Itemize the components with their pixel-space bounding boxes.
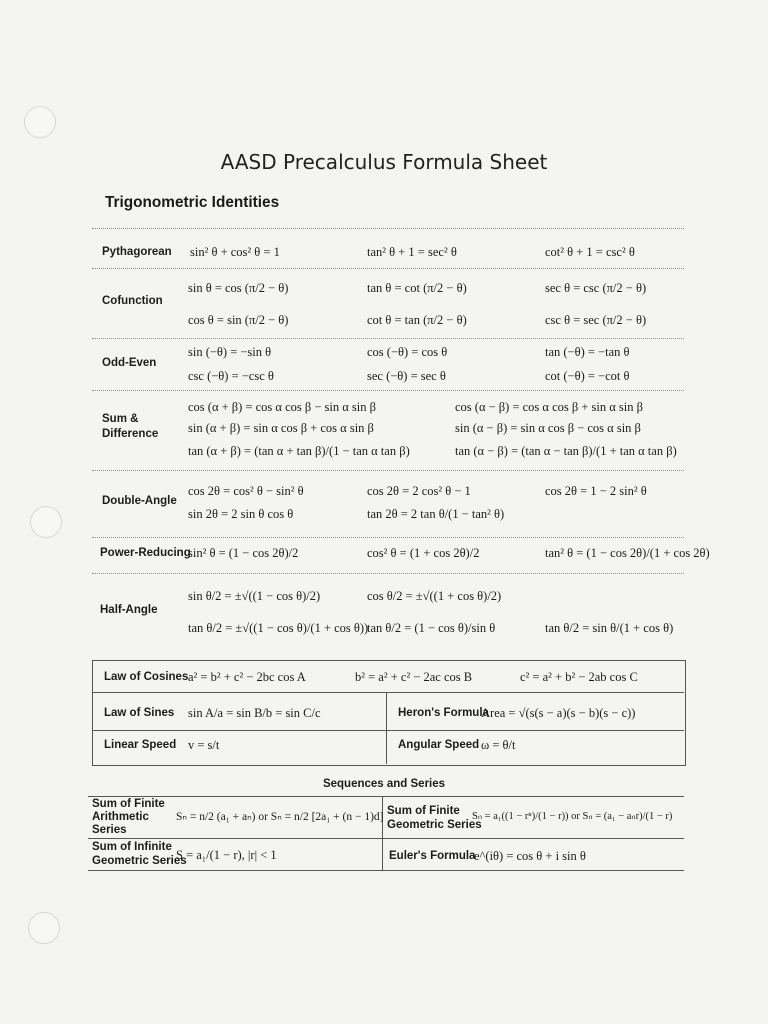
inf-label-1: Sum of Infinite — [92, 841, 172, 853]
half-1: sin θ/2 = ±√((1 − cos θ)/2) — [188, 589, 321, 603]
sum-diff-2: cos (α − β) = cos α cos β + sin α sin β — [455, 400, 643, 414]
cofunction-4: cos θ = sin (π/2 − θ) — [188, 313, 289, 327]
arith-label-3: Series — [92, 824, 127, 836]
sum-diff-5: tan (α + β) = (tan α + tan β)/(1 − tan α tan β) — [188, 444, 410, 458]
double-3: cos 2θ = 1 − 2 sin² θ — [545, 484, 647, 498]
odd-even-2: cos (−θ) = cos θ — [367, 345, 448, 359]
cofunction-1: sin θ = cos (π/2 − θ) — [188, 281, 289, 295]
herons-formula: Area = √(s(s − a)(s − b)(s − c)) — [481, 706, 636, 720]
section-title: Trigonometric Identities — [105, 194, 280, 211]
sum-diff-4: sin (α − β) = sin α cos β − cos α sin β — [455, 421, 641, 435]
row-label-cofunction: Cofunction — [102, 295, 163, 307]
linear-speed-label: Linear Speed — [104, 739, 177, 751]
half-4: tan θ/2 = (1 − cos θ)/sin θ — [367, 621, 496, 635]
law-of-sines-label: Law of Sines — [104, 707, 175, 719]
herons-formula-label: Heron's Formula — [398, 707, 489, 719]
angular-speed-label: Angular Speed — [398, 739, 480, 751]
infinite-series-formula: S = a₁/(1 − r), |r| < 1 — [176, 848, 277, 862]
half-2: cos θ/2 = ±√((1 + cos θ)/2) — [367, 589, 502, 603]
row-label-pythagorean: Pythagorean — [102, 246, 172, 258]
cofunction-5: cot θ = tan (π/2 − θ) — [367, 313, 467, 327]
pythagorean-1: sin² θ + cos² θ = 1 — [190, 245, 280, 259]
power-3: tan² θ = (1 − cos 2θ)/(1 + cos 2θ) — [545, 546, 710, 560]
sum-diff-1: cos (α + β) = cos α cos β − sin α sin β — [188, 400, 376, 414]
arith-label-1: Sum of Finite — [92, 798, 165, 810]
geometric-series-formula: Sₙ = a₁((1 − rⁿ)/(1 − r)) or Sₙ = (a₁ − aₙr)/(1 − r) — [472, 811, 673, 822]
odd-even-6: cot (−θ) = −cot θ — [545, 369, 630, 383]
double-2: cos 2θ = 2 cos² θ − 1 — [367, 484, 471, 498]
law-of-cosines-1: a² = b² + c² − 2bc cos A — [188, 670, 306, 684]
odd-even-3: tan (−θ) = −tan θ — [545, 345, 630, 359]
row-label-half-angle: Half-Angle — [100, 604, 158, 616]
arithmetic-series-formula: Sₙ = n/2 (a₁ + aₙ) or Sₙ = n/2 [2a₁ + (n − 1)d] — [176, 811, 384, 823]
double-1: cos 2θ = cos² θ − sin² θ — [188, 484, 304, 498]
row-label-difference: Difference — [102, 428, 159, 440]
row-label-double-angle: Double-Angle — [102, 495, 177, 507]
cofunction-2: tan θ = cot (π/2 − θ) — [367, 281, 467, 295]
cofunction-6: csc θ = sec (π/2 − θ) — [545, 313, 647, 327]
linear-speed: v = s/t — [188, 738, 220, 752]
binder-hole-middle — [30, 506, 62, 538]
eulers-formula-label: Euler's Formula — [389, 850, 476, 862]
page-title: AASD Precalculus Formula Sheet — [220, 150, 548, 174]
odd-even-4: csc (−θ) = −csc θ — [188, 369, 274, 383]
pythagorean-3: cot² θ + 1 = csc² θ — [545, 245, 635, 259]
sum-diff-6: tan (α − β) = (tan α − tan β)/(1 + tan α tan β) — [455, 444, 677, 458]
row-label-power-reducing: Power-Reducing — [100, 547, 191, 559]
cofunction-3: sec θ = csc (π/2 − θ) — [545, 281, 647, 295]
law-of-cosines-2: b² = a² + c² − 2ac cos B — [355, 670, 473, 684]
row-label-sum: Sum & — [102, 413, 139, 425]
odd-even-1: sin (−θ) = −sin θ — [188, 345, 272, 359]
law-of-sines: sin A/a = sin B/b = sin C/c — [188, 706, 321, 720]
odd-even-5: sec (−θ) = sec θ — [367, 369, 446, 383]
pythagorean-2: tan² θ + 1 = sec² θ — [367, 245, 457, 259]
law-of-cosines-label: Law of Cosines — [104, 671, 189, 683]
double-5: tan 2θ = 2 tan θ/(1 − tan² θ) — [367, 507, 505, 521]
series-title: Sequences and Series — [322, 778, 446, 790]
power-2: cos² θ = (1 + cos 2θ)/2 — [367, 546, 480, 560]
geom-label-1: Sum of Finite — [387, 805, 460, 817]
angular-speed: ω = θ/t — [481, 738, 516, 752]
eulers-formula: e^(iθ) = cos θ + i sin θ — [474, 849, 586, 863]
arith-label-2: Arithmetic — [92, 811, 149, 823]
half-3: tan θ/2 = ±√((1 − cos θ)/(1 + cos θ)) — [188, 621, 369, 635]
inf-label-2: Geometric Series — [92, 855, 187, 867]
double-4: sin 2θ = 2 sin θ cos θ — [188, 507, 294, 521]
power-1: sin² θ = (1 − cos 2θ)/2 — [188, 546, 299, 560]
half-5: tan θ/2 = sin θ/(1 + cos θ) — [545, 621, 674, 635]
row-label-odd-even: Odd-Even — [102, 357, 157, 369]
sum-diff-3: sin (α + β) = sin α cos β + cos α sin β — [188, 421, 374, 435]
law-of-cosines-3: c² = a² + b² − 2ab cos C — [520, 670, 638, 684]
geom-label-2: Geometric Series — [387, 819, 482, 831]
binder-hole-bottom — [28, 912, 60, 944]
binder-hole-top — [24, 106, 56, 138]
